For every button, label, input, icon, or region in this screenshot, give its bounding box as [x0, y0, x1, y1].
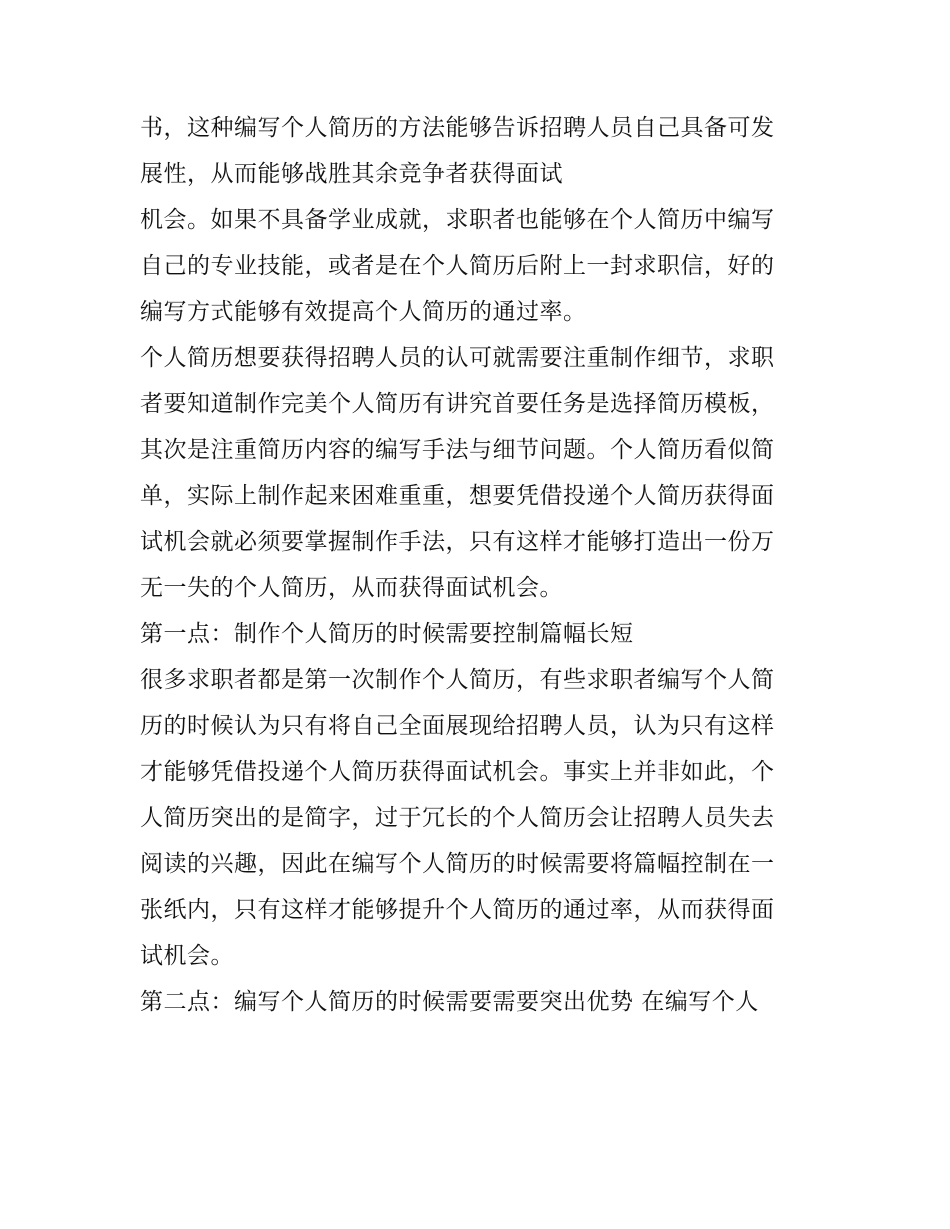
text-line: 张纸内，只有这样才能够提升个人简历的通过率，从而获得面 [140, 897, 775, 923]
text-line: 才能够凭借投递个人简历获得面试机会。事实上并非如此，个 [140, 759, 775, 785]
text-line: 机会。如果不具备学业成就，求职者也能够在个人简历中编写 [140, 207, 775, 233]
text-line: 个人简历想要获得招聘人员的认可就需要注重制作细节，求职 [140, 345, 775, 371]
text-line: 无一失的个人简历，从而获得面试机会。 [140, 575, 563, 601]
text-line: 单，实际上制作起来困难重重，想要凭借投递个人简历获得面 [140, 483, 775, 509]
document-body [140, 105, 820, 1025]
text-line: 历的时候认为只有将自己全面展现给招聘人员，认为只有这样 [140, 713, 775, 739]
text-line: 人简历突出的是简字，过于冗长的个人简历会让招聘人员失去 [140, 805, 775, 831]
text-line: 试机会就必须要掌握制作手法，只有这样才能够打造出一份万 [140, 529, 775, 555]
text-line: 自己的专业技能，或者是在个人简历后附上一封求职信，好的 [140, 253, 775, 279]
text-line: 书，这种编写个人简历的方法能够告诉招聘人员自己具备可发 [140, 115, 775, 141]
text-line: 其次是注重简历内容的编写手法与细节问题。个人简历看似简 [140, 437, 775, 463]
text-line: 阅读的兴趣，因此在编写个人简历的时候需要将篇幅控制在一 [140, 851, 775, 877]
text-line: 试机会。 [140, 943, 234, 969]
text-line: 展性，从而能够战胜其余竞争者获得面试 [140, 161, 563, 187]
section-heading: 第二点：编写个人简历的时候需要需要突出优势 在编写个人 [140, 989, 759, 1015]
text-line: 很多求职者都是第一次制作个人简历，有些求职者编写个人简 [140, 667, 775, 693]
section-heading: 第一点：制作个人简历的时候需要控制篇幅长短 [140, 621, 634, 647]
text-line: 者要知道制作完美个人简历有讲究首要任务是选择简历模板， [140, 391, 775, 417]
text-line: 编写方式能够有效提高个人简历的通过率。 [140, 299, 587, 325]
